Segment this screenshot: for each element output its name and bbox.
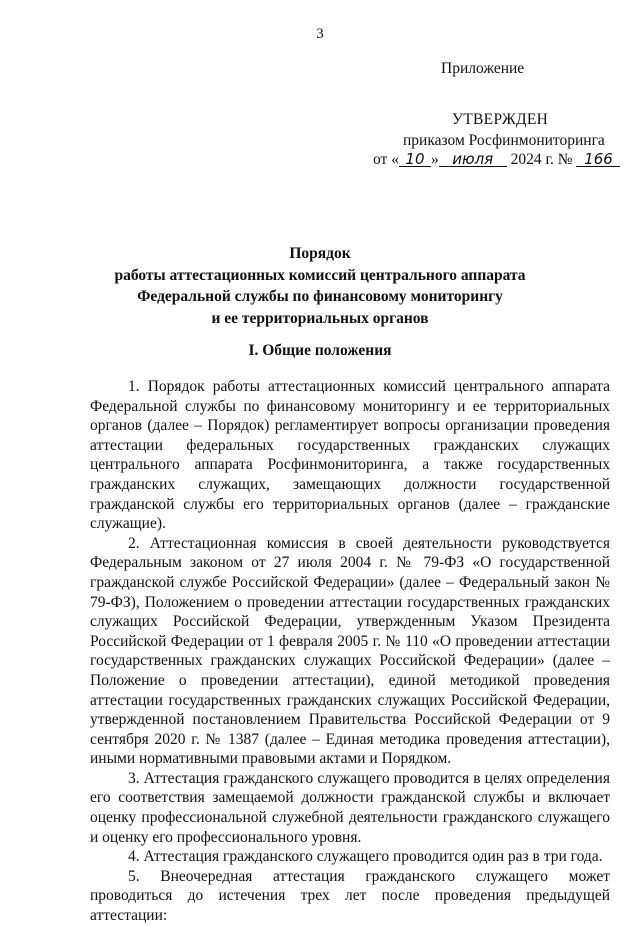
- paragraph: 5. Внеочередная аттестация гражданского служащего может проводиться до истечения трех лет после проведения предыдущей аттестации:: [90, 867, 610, 925]
- appendix-label: Приложение: [441, 60, 525, 77]
- title-line: и ее территориальных органов: [211, 309, 429, 327]
- handwritten-month: июля: [439, 152, 507, 167]
- date-quote-close: »: [430, 151, 439, 168]
- handwritten-order-number: 166: [576, 152, 620, 167]
- handwritten-day: 10: [399, 152, 431, 167]
- section-heading: I. Общие положения: [248, 342, 392, 359]
- approved-label: УТВЕРЖДЕН: [452, 111, 549, 128]
- order-by-label: приказом Росфинмониторинга: [403, 132, 605, 149]
- date-prefix: от «: [373, 151, 399, 168]
- date-year-label: 2024 г. №: [510, 151, 573, 168]
- paragraph: 3. Аттестация гражданского служащего проводится в целях определения его соответствия замещаемой должности гражданской службы и включает оценку профессиональной служебной деятельности гражданского служащего и оценку его профессионального уровня.: [90, 769, 610, 846]
- paragraph: 1. Порядок работы аттестационных комиссий центрального аппарата Федеральной службы по финансовому мониторингу и ее территориальных органов (далее – Порядок) регламентирует вопросы организации проведения аттестации федеральных государственных гражданских служащих центрального аппарата Росфинмониторинга, а также государственных гражданских служащих, замещающих должности государственной гражданской службы его территориальных органов (далее – гражданские служащие).: [90, 378, 610, 533]
- title-line: Федеральной службы по финансовому мониторингу: [137, 288, 503, 305]
- page-number: 3: [316, 26, 324, 42]
- order-date-line: [373, 151, 620, 169]
- title-line: Порядок: [289, 245, 351, 262]
- paragraph: 2. Аттестационная комиссия в своей деятельности руководствуется Федеральным законом от 27 июля 2004 г. № 79-ФЗ «О государственной гражданской службе Российской Федерации» (далее – Федеральный закон № 79-ФЗ), Положением о проведении аттестации государственных гражданских служащих Российской Федерации, утвержденным Указом Президента Российской Федерации от 1 февраля 2005 г. № 110 «О проведении аттестации государственных гражданских служащих Российской Федерации» (далее – Положение о проведении аттестации), единой методикой проведения аттестации государственных гражданских служащих Российской Федерации, утвержденной постановлением Правительства Российской Федерации от 9 сентября 2020 г. № 1387 (далее – Единая методика проведения аттестации), иными нормативными правовыми актами и Порядком.: [90, 534, 610, 768]
- document-title: [0, 243, 640, 329]
- document-body: [90, 377, 610, 926]
- paragraph: 4. Аттестация гражданского служащего проводится один раз в три года.: [128, 848, 603, 866]
- title-line: работы аттестационных комиссий центрального аппарата: [114, 266, 526, 284]
